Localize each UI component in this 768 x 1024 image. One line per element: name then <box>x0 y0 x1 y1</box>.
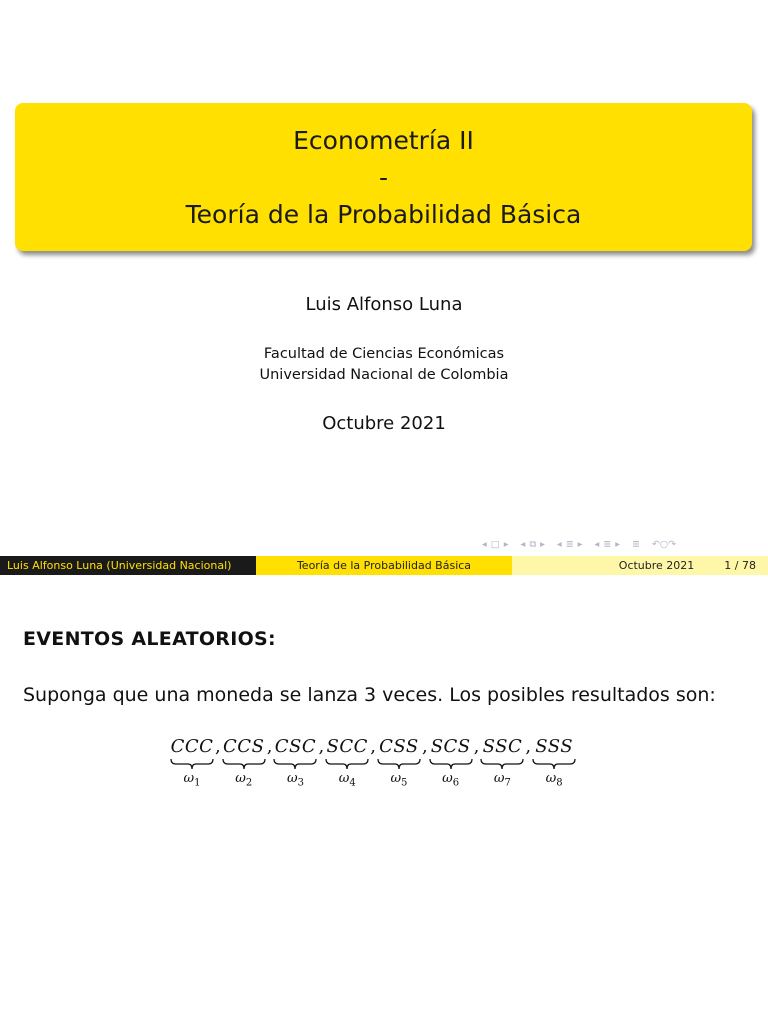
institution-line-2: Universidad Nacional de Colombia <box>259 367 509 383</box>
outcome-word: CCS <box>223 736 265 757</box>
underbrace-icon <box>429 758 473 770</box>
outcome-label: $\omega_3$ <box>286 771 304 789</box>
outcomes-list <box>170 736 576 792</box>
footline-title: Teoría de la Probabilidad Básica <box>256 556 512 575</box>
outcome-label: $\omega_7$ <box>493 771 511 789</box>
footline-right <box>512 556 768 575</box>
footline-date: Octubre 2021 <box>618 559 695 572</box>
outcome <box>325 736 369 792</box>
outcome <box>273 736 317 792</box>
underbrace-icon <box>222 758 266 770</box>
prev-part-icon[interactable]: ◂ <box>594 538 600 550</box>
institution <box>0 344 768 386</box>
subsection-icon[interactable]: ⧉ <box>529 538 537 550</box>
page-number: 1 / 78 <box>724 559 756 572</box>
next-section-icon[interactable]: ▸ <box>577 538 583 550</box>
outcome-word: SSS <box>535 736 574 757</box>
outcome-word: CSC <box>274 736 317 757</box>
outcome <box>377 736 421 792</box>
frame-title: EVENTOS ALEATORIOS: <box>23 628 276 650</box>
outcome-label: $\omega_6$ <box>442 771 460 789</box>
underbrace-icon <box>325 758 369 770</box>
institution-line-1: Facultad de Ciencias Económicas <box>263 346 505 362</box>
search-back-forward-icon[interactable]: ↶○↷ <box>651 538 677 550</box>
title-block <box>15 103 752 251</box>
body-text: Suponga que una moneda se lanza 3 veces. Los posibles resultados son: <box>23 684 716 706</box>
footline-author: Luis Alfonso Luna (Universidad Nacional) <box>0 556 256 575</box>
prev-subsection-icon[interactable]: ◂ <box>520 538 526 550</box>
title-line-3: Teoría de la Probabilidad Básica <box>185 199 582 229</box>
footline <box>0 556 768 575</box>
next-subsection-icon[interactable]: ▸ <box>540 538 545 550</box>
content-slide <box>0 578 768 1024</box>
underbrace-icon <box>170 758 214 770</box>
prev-section-icon[interactable]: ◂ <box>556 538 562 550</box>
separator: , <box>215 736 221 757</box>
outcome <box>429 736 473 792</box>
underbrace-icon <box>480 758 524 770</box>
underbrace-icon <box>273 758 317 770</box>
outcome-label: $\omega_5$ <box>390 771 408 789</box>
title-line-1: Econometría II <box>293 125 474 155</box>
part-icon[interactable]: ≣ <box>603 538 612 550</box>
outcome-word: SSC <box>482 736 523 757</box>
navigation-symbols <box>480 536 768 552</box>
outcome <box>480 736 524 792</box>
outcome-word: CSS <box>379 736 419 757</box>
next-frame-icon[interactable]: ▸ <box>503 538 509 550</box>
prev-frame-icon[interactable]: ◂ <box>482 538 487 550</box>
outcome <box>222 736 266 792</box>
outcome <box>532 736 576 792</box>
outcome-word: SCS <box>430 736 471 757</box>
frame-icon[interactable]: □ <box>490 538 500 550</box>
separator: , <box>370 736 376 757</box>
underbrace-icon <box>532 758 576 770</box>
underbrace-icon <box>377 758 421 770</box>
section-icon[interactable]: ≣ <box>565 538 574 550</box>
next-part-icon[interactable]: ▸ <box>615 538 620 550</box>
outcome-label: $\omega_1$ <box>183 771 201 789</box>
separator: , <box>421 736 428 757</box>
separator: , <box>525 736 532 757</box>
outcome-label: $\omega_2$ <box>235 771 253 789</box>
outcome <box>170 736 214 792</box>
outcome-word: CCC <box>170 736 214 757</box>
outcome-label: $\omega_8$ <box>545 771 563 789</box>
author-name: Luis Alfonso Luna <box>305 294 463 315</box>
outcome-word: SCC <box>326 736 368 757</box>
outcome-label: $\omega_4$ <box>338 771 356 789</box>
document-icon[interactable]: ≣ <box>631 538 640 550</box>
separator: , <box>473 736 480 757</box>
title-separator: - <box>378 162 389 192</box>
separator: , <box>318 736 325 757</box>
separator: , <box>266 736 273 757</box>
presentation-date: Octubre 2021 <box>322 413 446 434</box>
